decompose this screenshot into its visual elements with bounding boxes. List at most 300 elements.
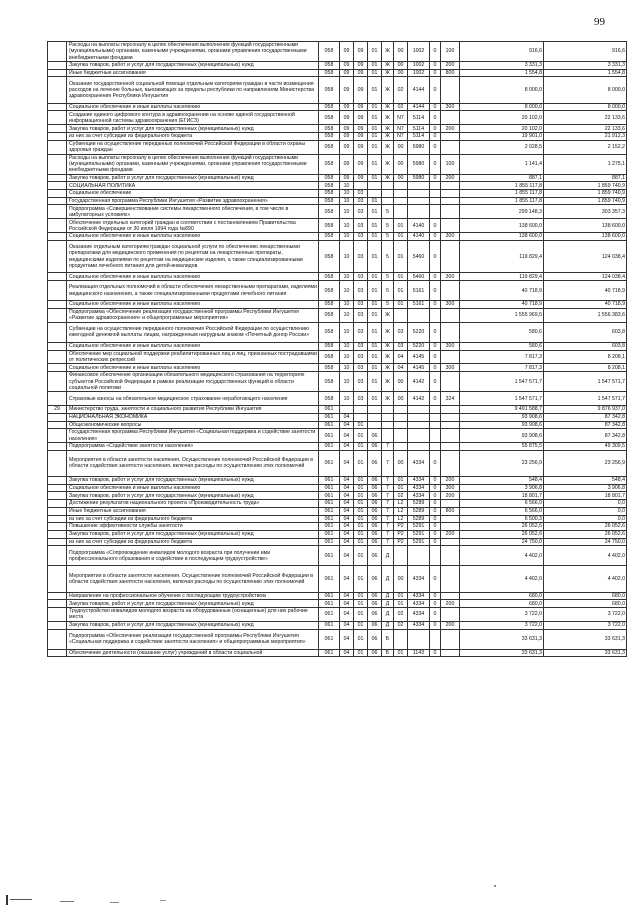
amount-year2-cell: 40 718,9	[544, 281, 627, 301]
amount-year1-cell: 1 855 117,8	[460, 190, 544, 198]
expense-type-cell: 200	[441, 492, 460, 500]
section-code-cell: 04	[340, 592, 354, 600]
row-number-cell	[48, 566, 67, 592]
item-name-cell: Повышение эффективности службы занятости	[67, 523, 319, 531]
event-code-cell: 00	[394, 62, 408, 70]
table-row	[48, 484, 627, 492]
item-name-cell: из них за счет субсидии из федерального бюджета	[67, 538, 319, 546]
table-row	[48, 273, 627, 281]
section-code-cell: 04	[340, 600, 354, 608]
row-number-cell	[48, 233, 67, 241]
row-number-cell	[48, 477, 67, 485]
target-code-cell: 0	[430, 450, 441, 476]
subprogram-code-cell: Ж	[382, 350, 394, 364]
direction-code-cell: 4145	[408, 350, 430, 364]
amount-year2-cell: 603,8	[544, 342, 627, 350]
subprogram-code-cell	[382, 182, 394, 190]
amount-year1-cell: 40 718,9	[460, 281, 544, 301]
target-code-cell: 0	[430, 484, 441, 492]
row-number-cell	[48, 600, 67, 608]
subsection-code-cell: 01	[354, 507, 368, 515]
section-code-cell: 04	[340, 443, 354, 451]
row-number-cell	[48, 174, 67, 182]
event-code-cell	[394, 190, 408, 198]
table-row	[48, 219, 627, 233]
program-code-cell	[368, 413, 382, 421]
item-name-cell: Трудоустройство инвалидов молодого возраста на оборудованные (оснащенные) для них рабочие места	[67, 608, 319, 622]
program-code-cell: 01	[368, 205, 382, 219]
item-name-cell: Расходы на выплаты персоналу в целях обеспечения выполнения функций государственными (муниципальными) органами, казенными учреждениями, органами управления государственными внебюджетными фондами	[67, 42, 319, 62]
event-code-cell: 00	[394, 450, 408, 476]
section-code-cell: 04	[340, 507, 354, 515]
amount-year1-cell: 9 491 588,7	[460, 406, 544, 414]
amount-year2-cell: 49 309,5	[544, 443, 627, 451]
direction-code-cell: 5460	[408, 273, 430, 281]
program-code-cell: 01	[368, 350, 382, 364]
amount-year1-cell: 93 908,6	[460, 429, 544, 443]
expense-type-cell: 300	[441, 484, 460, 492]
target-code-cell: 0	[430, 523, 441, 531]
target-code-cell	[430, 421, 441, 429]
amount-year1-cell: 8 000,0	[460, 77, 544, 103]
section-code-cell: 09	[340, 125, 354, 133]
program-code-cell: 06	[368, 492, 382, 500]
target-code-cell	[430, 406, 441, 414]
subsection-code-cell: 03	[354, 197, 368, 205]
target-code-cell: 0	[430, 219, 441, 233]
section-code-cell: 04	[340, 500, 354, 508]
subsection-code-cell: 09	[354, 77, 368, 103]
program-code-cell: 06	[368, 515, 382, 523]
table-row	[48, 77, 627, 103]
item-name-cell: Финансовое обеспечение организации обязательного медицинского страхования на территориях субъектов Российской Федерации в рамках реализации государственных функций в области социальной политики	[67, 372, 319, 392]
amount-year2-cell: 603,8	[544, 322, 627, 342]
direction-code-cell: 5980	[408, 140, 430, 154]
section-code-cell: 09	[340, 154, 354, 174]
direction-code-cell: 1002	[408, 42, 430, 62]
direction-code-cell	[408, 308, 430, 322]
amount-year2-cell: 548,4	[544, 477, 627, 485]
expense-type-cell	[441, 240, 460, 273]
target-code-cell: 0	[430, 507, 441, 515]
amount-year2-cell: 24 750,0	[544, 538, 627, 546]
event-code-cell: 01	[394, 592, 408, 600]
subprogram-code-cell: Ж	[382, 140, 394, 154]
section-code-cell: 09	[340, 111, 354, 125]
expense-type-cell	[441, 515, 460, 523]
program-code-cell: 01	[368, 174, 382, 182]
expense-type-cell	[441, 205, 460, 219]
item-name-cell: Направление на профессиональное обучение с последующим трудоустройством	[67, 592, 319, 600]
subsection-code-cell: 01	[354, 477, 368, 485]
amount-year2-cell: 23 256,9	[544, 450, 627, 476]
table-row	[48, 530, 627, 538]
direction-code-cell: 5289	[408, 515, 430, 523]
table-row	[48, 413, 627, 421]
target-code-cell: 0	[430, 174, 441, 182]
ministry-code-cell: 058	[319, 133, 340, 141]
section-code-cell: 09	[340, 69, 354, 77]
ministry-code-cell: 061	[319, 413, 340, 421]
ministry-code-cell: 061	[319, 484, 340, 492]
page-number: 99	[594, 16, 605, 28]
ministry-code-cell: 058	[319, 219, 340, 233]
program-code-cell: 06	[368, 507, 382, 515]
subsection-code-cell: 09	[354, 174, 368, 182]
event-code-cell	[394, 205, 408, 219]
direction-code-cell	[408, 406, 430, 414]
subsection-code-cell: 03	[354, 301, 368, 309]
item-name-cell: Страховые взносы на обязательное медицинское страхование неработающего населения	[67, 392, 319, 406]
subsection-code-cell: 03	[354, 273, 368, 281]
section-code-cell: 04	[340, 629, 354, 649]
direction-code-cell: 5291	[408, 530, 430, 538]
row-number-cell	[48, 342, 67, 350]
table-row	[48, 281, 627, 301]
item-name-cell: Социальное обеспечение и иные выплаты населению	[67, 364, 319, 372]
section-code-cell: 10	[340, 301, 354, 309]
ministry-code-cell: 058	[319, 103, 340, 111]
target-code-cell: 0	[430, 140, 441, 154]
program-code-cell: 01	[368, 62, 382, 70]
target-code-cell	[430, 443, 441, 451]
program-code-cell: 01	[368, 372, 382, 392]
ministry-code-cell: 058	[319, 190, 340, 198]
ministry-code-cell: 058	[319, 182, 340, 190]
item-name-cell: Закупка товаров, работ и услуг для государственных (муниципальных) нужд	[67, 621, 319, 629]
amount-year2-cell: 33 631,3	[544, 629, 627, 649]
subsection-code-cell: 09	[354, 69, 368, 77]
ministry-code-cell: 058	[319, 77, 340, 103]
amount-year1-cell: 26 052,6	[460, 523, 544, 531]
ministry-code-cell: 058	[319, 392, 340, 406]
amount-year2-cell: 22 133,6	[544, 125, 627, 133]
item-name-cell: Закупка товаров, работ и услуг для государственных (муниципальных) нужд	[67, 174, 319, 182]
direction-code-cell: 4142	[408, 392, 430, 406]
program-code-cell: 01	[368, 392, 382, 406]
item-name-cell: Министерство труда, занятости и социального развития Республики Ингушетия	[67, 406, 319, 414]
subprogram-code-cell: 7	[382, 530, 394, 538]
subsection-code-cell: 01	[354, 421, 368, 429]
section-code-cell: 09	[340, 133, 354, 141]
subsection-code-cell: 03	[354, 350, 368, 364]
subsection-code-cell: 01	[354, 629, 368, 649]
event-code-cell: 04	[394, 350, 408, 364]
amount-year2-cell: 1 859 740,9	[544, 182, 627, 190]
amount-year2-cell: 1 547 571,7	[544, 372, 627, 392]
section-code-cell: 10	[340, 233, 354, 241]
expense-type-cell: 300	[441, 364, 460, 372]
item-name-cell: Подпрограмма «Обеспечение реализации государственной программы Республики Ингушетия «Социальная поддержка и содействие занятости населения» и общепрограммные мероприятия»	[67, 629, 319, 649]
program-code-cell: 06	[368, 500, 382, 508]
program-code-cell: 06	[368, 484, 382, 492]
row-number-cell	[48, 484, 67, 492]
item-name-cell: Закупка товаров, работ и услуг для государственных (муниципальных) нужд	[67, 600, 319, 608]
table-row	[48, 140, 627, 154]
event-code-cell: 01	[394, 301, 408, 309]
row-number-cell	[48, 322, 67, 342]
item-name-cell: Достижение результатов национального проекта «Производительность труда»	[67, 500, 319, 508]
program-code-cell: 01	[368, 219, 382, 233]
row-number-cell	[48, 273, 67, 281]
row-number-cell	[48, 190, 67, 198]
ministry-code-cell: 058	[319, 154, 340, 174]
table-row	[48, 421, 627, 429]
ministry-code-cell: 061	[319, 500, 340, 508]
event-code-cell	[394, 421, 408, 429]
target-code-cell: 0	[430, 608, 441, 622]
item-name-cell: Субвенции на осуществление переданного полномочия Российской Федерации по осуществлению ежегодной денежной выплаты лицам, награжденным нагрудным знаком «Почетный донор России»	[67, 322, 319, 342]
amount-year1-cell: 548,4	[460, 477, 544, 485]
ministry-code-cell: 058	[319, 69, 340, 77]
amount-year1-cell: 55 875,5	[460, 443, 544, 451]
row-number-cell	[48, 429, 67, 443]
event-code-cell: P2	[394, 530, 408, 538]
program-code-cell: 06	[368, 621, 382, 629]
expense-type-cell: 300	[441, 273, 460, 281]
expense-type-cell	[441, 219, 460, 233]
event-code-cell	[394, 443, 408, 451]
subprogram-code-cell: 7	[382, 507, 394, 515]
program-code-cell: 06	[368, 592, 382, 600]
direction-code-cell	[408, 546, 430, 566]
target-code-cell: 0	[430, 154, 441, 174]
direction-code-cell: 5291	[408, 538, 430, 546]
event-code-cell: 01	[394, 649, 408, 657]
subsection-code-cell: 01	[354, 600, 368, 608]
row-number-cell	[48, 413, 67, 421]
subsection-code-cell: 01	[354, 500, 368, 508]
expense-type-cell: 200	[441, 600, 460, 608]
item-name-cell: НАЦИОНАЛЬНАЯ ЭКОНОМИКА	[67, 413, 319, 421]
row-number-cell	[48, 219, 67, 233]
amount-year1-cell: 6 566,0	[460, 507, 544, 515]
section-code-cell: 04	[340, 608, 354, 622]
event-code-cell: 01	[394, 273, 408, 281]
row-number-cell	[48, 350, 67, 364]
table-row	[48, 477, 627, 485]
item-name-cell: Создание единого цифрового контура в здравоохранении на основе единой государственной информационной системы здравоохранения (ЕГИСЗ)	[67, 111, 319, 125]
event-code-cell: 02	[394, 492, 408, 500]
row-number-cell	[48, 538, 67, 546]
row-number-cell	[48, 301, 67, 309]
target-code-cell: 0	[430, 273, 441, 281]
direction-code-cell: 4144	[408, 77, 430, 103]
target-code-cell: 0	[430, 392, 441, 406]
item-name-cell: Реализация отдельных полномочий в области обеспечения лекарственными препаратами, изделиями медицинского назначения, а также специализированными продуктами лечебного питания	[67, 281, 319, 301]
amount-year2-cell: 1 547 571,7	[544, 392, 627, 406]
subsection-code-cell: 03	[354, 233, 368, 241]
ministry-code-cell: 061	[319, 507, 340, 515]
target-code-cell: 0	[430, 477, 441, 485]
amount-year1-cell: 6 566,0	[460, 500, 544, 508]
ministry-code-cell: 061	[319, 530, 340, 538]
amount-year2-cell: 680,0	[544, 592, 627, 600]
subsection-code-cell: 03	[354, 372, 368, 392]
subsection-code-cell: 01	[354, 546, 368, 566]
amount-year1-cell: 6 500,3	[460, 515, 544, 523]
amount-year2-cell: 33 631,3	[544, 649, 627, 657]
subprogram-code-cell: Ж	[382, 62, 394, 70]
expense-type-cell	[441, 413, 460, 421]
direction-code-cell	[408, 443, 430, 451]
amount-year1-cell: 24 750,0	[460, 538, 544, 546]
amount-year2-cell: 3 722,0	[544, 608, 627, 622]
subsection-code-cell: 01	[354, 450, 368, 476]
expense-type-cell: 200	[441, 174, 460, 182]
amount-year2-cell: 0,0	[544, 515, 627, 523]
amount-year2-cell: 8 208,1	[544, 364, 627, 372]
expense-type-cell	[441, 443, 460, 451]
target-code-cell: 0	[430, 621, 441, 629]
direction-code-cell: 5114	[408, 133, 430, 141]
section-code-cell: 10	[340, 205, 354, 219]
table-row	[48, 649, 627, 657]
item-name-cell: СОЦИАЛЬНАЯ ПОЛИТИКА	[67, 182, 319, 190]
row-number-cell	[48, 111, 67, 125]
table-row	[48, 42, 627, 62]
program-code-cell: 01	[368, 233, 382, 241]
table-row	[48, 190, 627, 198]
direction-code-cell: 4140	[408, 233, 430, 241]
program-code-cell: 06	[368, 477, 382, 485]
subsection-code-cell: 09	[354, 62, 368, 70]
event-code-cell: N7	[394, 133, 408, 141]
subsection-code-cell: 09	[354, 42, 368, 62]
subsection-code-cell: 09	[354, 103, 368, 111]
target-code-cell: 0	[430, 350, 441, 364]
ministry-code-cell: 058	[319, 197, 340, 205]
subprogram-code-cell: Ж	[382, 154, 394, 174]
ministry-code-cell: 061	[319, 515, 340, 523]
subprogram-code-cell	[382, 190, 394, 198]
subsection-code-cell	[354, 406, 368, 414]
program-code-cell: 01	[368, 342, 382, 350]
subprogram-code-cell: Д	[382, 600, 394, 608]
item-name-cell: Закупка товаров, работ и услуг для государственных (муниципальных) нужд	[67, 62, 319, 70]
amount-year1-cell: 18 801,7	[460, 492, 544, 500]
item-name-cell: Субвенции на осуществление переданных полномочий Российской Федерации в области охраны здоровья граждан	[67, 140, 319, 154]
table-row	[48, 125, 627, 133]
program-code-cell: 06	[368, 530, 382, 538]
amount-year1-cell: 2 028,5	[460, 140, 544, 154]
ministry-code-cell: 058	[319, 174, 340, 182]
table-row	[48, 240, 627, 273]
amount-year1-cell: 580,6	[460, 322, 544, 342]
direction-code-cell: 4334	[408, 492, 430, 500]
subprogram-code-cell: Ж	[382, 103, 394, 111]
target-code-cell: 0	[430, 111, 441, 125]
event-code-cell: 01	[394, 484, 408, 492]
amount-year2-cell: 87 342,8	[544, 413, 627, 421]
item-name-cell: Обеспечение мер социальной поддержки реабилитированных лиц и лиц, признанных пострадавшими от политических репрессий	[67, 350, 319, 364]
table-row	[48, 608, 627, 622]
direction-code-cell	[408, 413, 430, 421]
table-row	[48, 450, 627, 476]
direction-code-cell: 5289	[408, 507, 430, 515]
direction-code-cell: 4140	[408, 219, 430, 233]
event-code-cell	[394, 406, 408, 414]
event-code-cell: 02	[394, 77, 408, 103]
program-code-cell: 01	[368, 111, 382, 125]
event-code-cell: 03	[394, 342, 408, 350]
subsection-code-cell: 01	[354, 530, 368, 538]
section-code-cell: 04	[340, 429, 354, 443]
event-code-cell: 00	[394, 69, 408, 77]
target-code-cell: 0	[430, 42, 441, 62]
program-code-cell: 01	[368, 154, 382, 174]
expense-type-cell: 200	[441, 477, 460, 485]
row-number-cell	[48, 154, 67, 174]
row-number-cell	[48, 140, 67, 154]
subsection-code-cell: 01	[354, 492, 368, 500]
target-code-cell: 0	[430, 233, 441, 241]
subprogram-code-cell: Ж	[382, 372, 394, 392]
expense-type-cell	[441, 133, 460, 141]
subprogram-code-cell: 7	[382, 477, 394, 485]
expense-type-cell: 800	[441, 507, 460, 515]
item-name-cell: из них за счет субсидии из федерального бюджета	[67, 515, 319, 523]
ministry-code-cell: 061	[319, 443, 340, 451]
event-code-cell: 02	[394, 608, 408, 622]
direction-code-cell	[408, 197, 430, 205]
ministry-code-cell: 061	[319, 450, 340, 476]
direction-code-cell: 5114	[408, 125, 430, 133]
amount-year2-cell: 4 402,0	[544, 566, 627, 592]
table-row	[48, 592, 627, 600]
direction-code-cell: 4334	[408, 621, 430, 629]
row-number-cell: 29	[48, 406, 67, 414]
expense-type-cell	[441, 322, 460, 342]
subsection-code-cell: 03	[354, 322, 368, 342]
amount-year2-cell: 124 038,4	[544, 240, 627, 273]
table-row	[48, 406, 627, 414]
section-code-cell: 04	[340, 566, 354, 592]
direction-code-cell	[408, 429, 430, 443]
direction-code-cell: 5161	[408, 281, 430, 301]
expense-type-cell	[441, 500, 460, 508]
section-code-cell: 10	[340, 281, 354, 301]
table-row	[48, 322, 627, 342]
table-row	[48, 443, 627, 451]
subprogram-code-cell: Ж	[382, 69, 394, 77]
expense-type-cell: 300	[441, 103, 460, 111]
subprogram-code-cell	[382, 197, 394, 205]
subprogram-code-cell: 7	[382, 492, 394, 500]
subprogram-code-cell: Ж	[382, 42, 394, 62]
direction-code-cell: 5289	[408, 500, 430, 508]
section-code-cell: 09	[340, 174, 354, 182]
subprogram-code-cell	[382, 413, 394, 421]
expense-type-cell: 100	[441, 154, 460, 174]
table-row	[48, 523, 627, 531]
section-code-cell: 10	[340, 240, 354, 273]
target-code-cell: 0	[430, 600, 441, 608]
subsection-code-cell: 09	[354, 140, 368, 154]
section-code-cell: 09	[340, 62, 354, 70]
subprogram-code-cell: 5	[382, 273, 394, 281]
program-code-cell: 01	[368, 322, 382, 342]
subprogram-code-cell: 5	[382, 205, 394, 219]
amount-year2-cell: 18 801,7	[544, 492, 627, 500]
program-code-cell	[368, 182, 382, 190]
subsection-code-cell	[354, 182, 368, 190]
amount-year1-cell: 33 631,3	[460, 649, 544, 657]
row-number-cell	[48, 62, 67, 70]
ministry-code-cell: 058	[319, 205, 340, 219]
expense-type-cell	[441, 281, 460, 301]
target-code-cell: 0	[430, 322, 441, 342]
